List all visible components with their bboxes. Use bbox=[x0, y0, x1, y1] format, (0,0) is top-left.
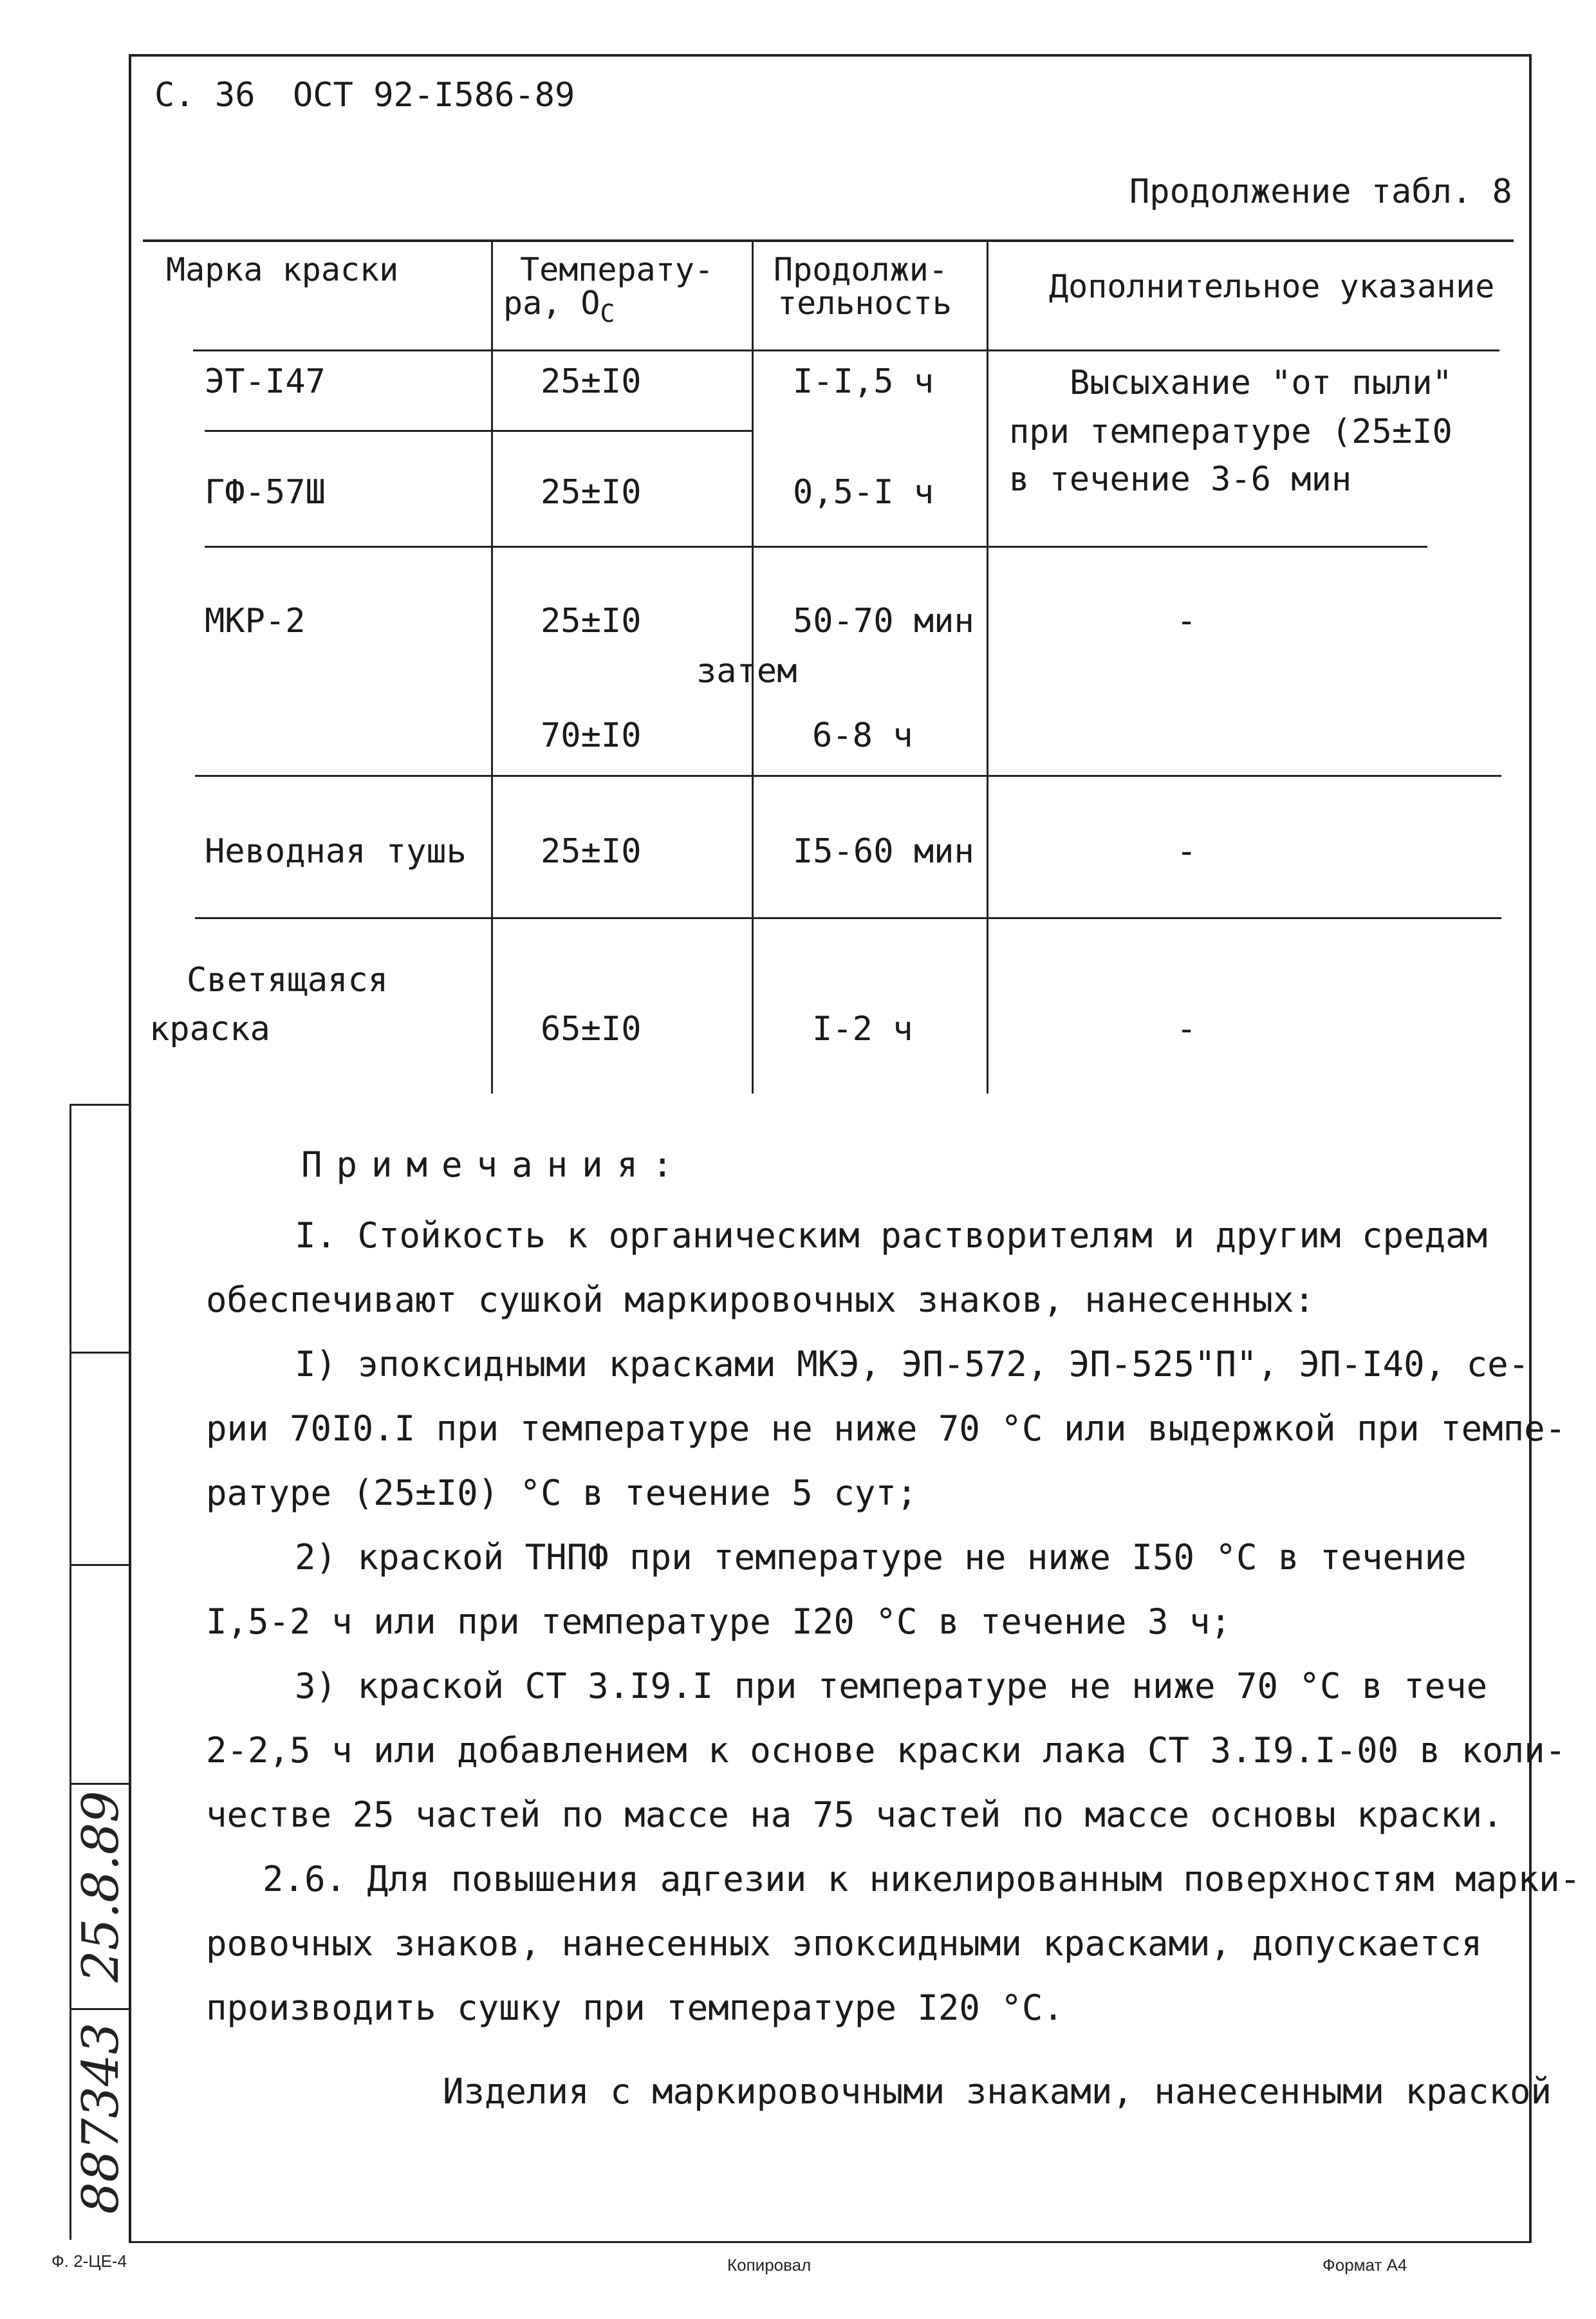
stamp-line-2 bbox=[70, 1352, 130, 1354]
stamp-line-5 bbox=[70, 2008, 130, 2010]
item1-line2: рии 70I0.I при температуре не ниже 70 °С или выдержкой при темпе- bbox=[206, 1408, 1566, 1449]
item2-line2: I,5-2 ч или при температуре I20 °С в течение 3 ч; bbox=[206, 1601, 1232, 1642]
row5-brand-line2: краска bbox=[149, 1010, 270, 1048]
row-sep-3 bbox=[195, 775, 1501, 777]
merged-note-line1: Высыхание "от пыли" bbox=[1070, 364, 1452, 402]
row1-brand: ЭТ-I47 bbox=[205, 362, 326, 401]
table-top-line bbox=[143, 239, 1514, 242]
row2-temp: 25±I0 bbox=[541, 473, 642, 512]
row-sep-2 bbox=[205, 546, 1427, 548]
row3-temp2: 70±I0 bbox=[541, 716, 642, 755]
footer-form-code: Ф. 2-ЦЕ-4 bbox=[51, 2251, 127, 2271]
row5-temp: 65±I0 bbox=[541, 1010, 642, 1048]
stamp-line-3 bbox=[70, 1564, 130, 1566]
table-continuation: Продолжение табл. 8 bbox=[1129, 172, 1512, 211]
row3-duration: 50-70 мин bbox=[793, 602, 974, 640]
row1-duration: I-I,5 ч bbox=[793, 362, 934, 401]
standard-number: ОСТ 92-I586-89 bbox=[293, 76, 575, 115]
frame-top-line bbox=[129, 54, 1532, 57]
col-header-duration-line2: тельность bbox=[777, 284, 952, 322]
clause-2-6-line3: производить сушку при температуре I20 °С. bbox=[206, 1988, 1064, 2028]
clause-2-6-line2: ровочных знаков, нанесенных эпоксидными красками, допускается bbox=[206, 1923, 1483, 1964]
note1-line2: обеспечивают сушкой маркировочных знаков, нанесенных: bbox=[206, 1280, 1315, 1320]
note1-line1: I. Стойкость к органическим растворителям и другим средам bbox=[295, 1215, 1488, 1256]
row3-then: затем bbox=[696, 652, 797, 691]
stamp-line-1 bbox=[70, 1104, 130, 1106]
row3-duration2: 6-8 ч bbox=[812, 716, 913, 755]
item3-line2: 2-2,5 ч или добавлением к основе краски лака СТ 3.I9.I-00 в коли- bbox=[206, 1730, 1566, 1771]
row4-note: - bbox=[1176, 832, 1197, 871]
item3-line3: честве 25 частей по массе на 75 частей по массе основы краски. bbox=[206, 1794, 1503, 1835]
item2-line1: 2) краской ТНПФ при температуре не ниже I50 °С в течение bbox=[295, 1537, 1467, 1578]
item1-line1: I) эпоксидными красками МКЭ, ЭП-572, ЭП-525"П", ЭП-I40, се- bbox=[295, 1344, 1530, 1384]
row-sep-1 bbox=[205, 430, 752, 432]
row-sep-4 bbox=[195, 917, 1501, 919]
item3-line1: 3) краской СТ 3.I9.I при температуре не ниже 70 °С в тече bbox=[295, 1666, 1488, 1706]
row5-duration: I-2 ч bbox=[812, 1010, 913, 1048]
merged-note-line2: при температуре (25±I0 bbox=[1009, 413, 1452, 451]
item1-line3: ратуре (25±I0) °С в течение 5 сут; bbox=[206, 1473, 918, 1513]
col-header-brand: Марка краски bbox=[166, 251, 399, 288]
row4-duration: I5-60 мин bbox=[793, 832, 974, 871]
clause-2-6-line1: 2.6. Для повышения адгезии к никелированным поверхностям марки- bbox=[263, 1859, 1581, 1899]
stamp-line-4 bbox=[70, 1783, 130, 1785]
footer-format: Формат А4 bbox=[1322, 2255, 1407, 2275]
row2-brand: ГФ-57Ш bbox=[205, 473, 326, 512]
col-header-note: Дополнительное указание bbox=[1049, 268, 1495, 305]
row3-temp: 25±I0 bbox=[541, 602, 642, 640]
page-reference: С. 36 bbox=[154, 76, 255, 115]
col-header-temp-line2: ра, $О_С$ bbox=[503, 284, 615, 328]
footer-copied: Копировал bbox=[727, 2255, 812, 2275]
notes-title: Примечания: bbox=[301, 1144, 687, 1185]
col-header-temp-line1: Температу- bbox=[520, 251, 714, 288]
row5-brand-line1: Светящаяся bbox=[187, 961, 389, 1000]
stamp-date: 25.8.89 bbox=[72, 1791, 130, 1982]
table-col1-line bbox=[491, 241, 493, 1094]
row5-note: - bbox=[1176, 1010, 1197, 1048]
frame-bottom-line bbox=[129, 2241, 1532, 2243]
row4-temp: 25±I0 bbox=[541, 832, 642, 871]
row1-temp: 25±I0 bbox=[541, 362, 642, 401]
stamp-number: 887343 bbox=[72, 2022, 130, 2214]
row4-brand: Неводная тушь bbox=[205, 832, 467, 871]
merged-note-line3: в течение 3-6 мин bbox=[1009, 460, 1352, 499]
table-header-line bbox=[193, 349, 1499, 351]
frame-right-line bbox=[1529, 54, 1532, 2242]
stamp-vertical bbox=[70, 1104, 71, 2240]
table-col3-line bbox=[987, 241, 988, 1094]
col-header-duration-line1: Продолжи- bbox=[774, 251, 948, 288]
row3-note: - bbox=[1176, 602, 1197, 640]
row3-brand: МКР-2 bbox=[205, 602, 306, 640]
last-paragraph-line: Изделия с маркировочными знаками, нанесенными краской bbox=[443, 2071, 1552, 2112]
row2-duration: 0,5-I ч bbox=[793, 473, 934, 512]
